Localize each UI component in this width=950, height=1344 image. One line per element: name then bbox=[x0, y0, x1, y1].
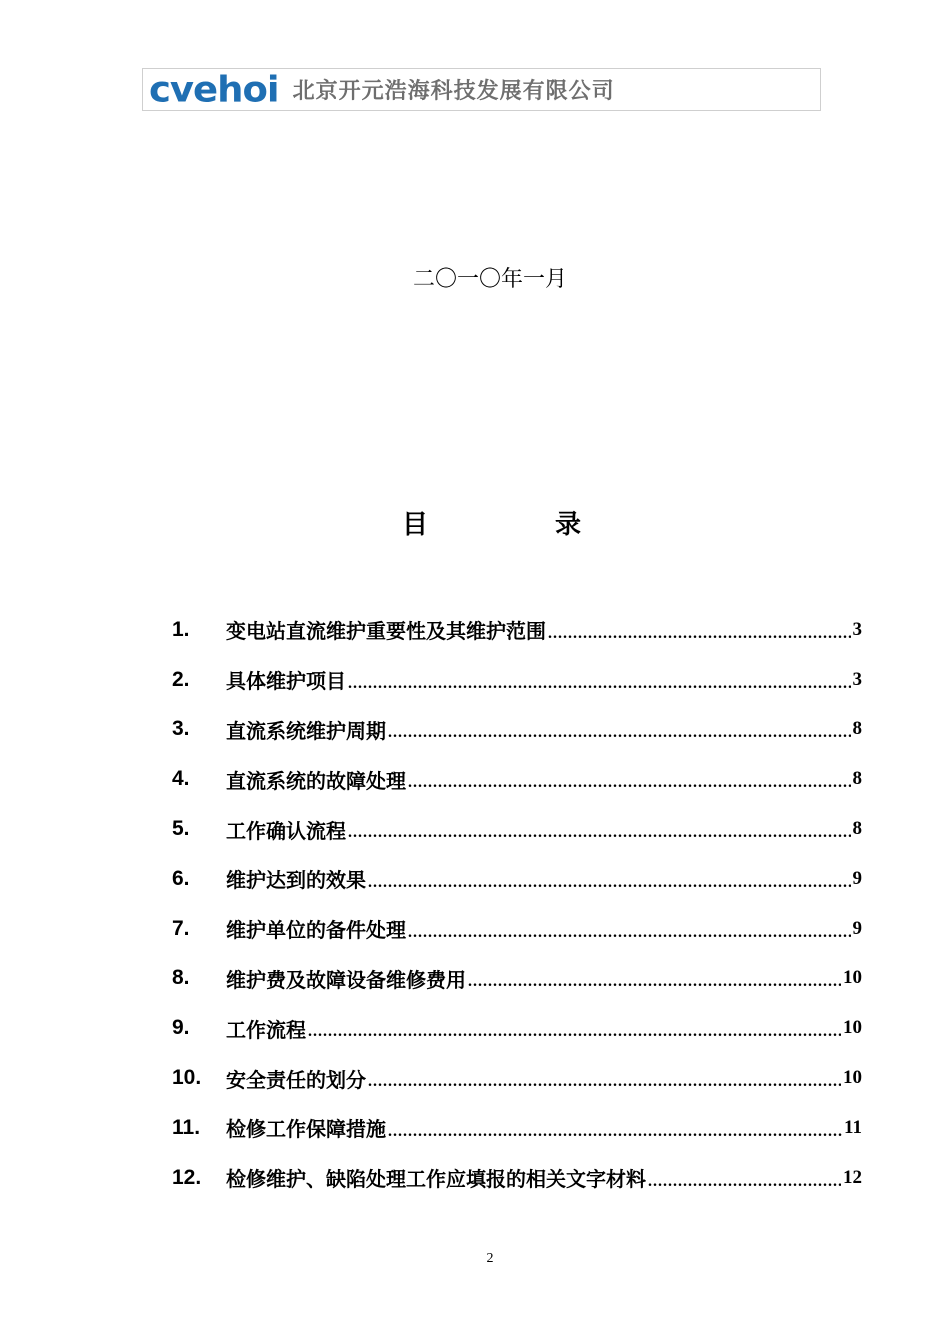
toc-item-page: 3 bbox=[852, 618, 862, 640]
toc-item[interactable] bbox=[172, 904, 862, 954]
toc-item-number: 10. bbox=[172, 1066, 202, 1090]
toc-item-page: 11 bbox=[844, 1116, 862, 1138]
toc-item[interactable] bbox=[172, 854, 862, 904]
toc-item[interactable] bbox=[172, 754, 862, 804]
toc-item-number: 9. bbox=[172, 1016, 190, 1040]
toc-item-title: 直流系统的故障处理 bbox=[226, 768, 406, 793]
toc-item[interactable] bbox=[172, 804, 862, 854]
toc-item-number: 4. bbox=[172, 767, 190, 791]
toc-leader-dots bbox=[368, 1073, 841, 1091]
toc-leader-dots bbox=[408, 924, 851, 942]
toc-item-page: 9 bbox=[852, 917, 862, 939]
toc-item-page: 10 bbox=[843, 1017, 862, 1039]
toc-leader-dots bbox=[648, 1173, 841, 1191]
header-banner bbox=[142, 68, 821, 111]
toc-item[interactable] bbox=[172, 954, 862, 1004]
toc-item[interactable] bbox=[172, 1103, 862, 1153]
toc-item-page: 10 bbox=[843, 1067, 862, 1089]
toc-item-title: 工作确认流程 bbox=[226, 818, 346, 843]
toc-item-number: 7. bbox=[172, 916, 190, 940]
toc-title-left: 目 bbox=[402, 510, 429, 540]
toc-item-number: 5. bbox=[172, 817, 190, 841]
toc-item-number: 11. bbox=[172, 1115, 201, 1139]
toc-item[interactable] bbox=[172, 605, 862, 655]
toc-leader-dots bbox=[368, 874, 851, 892]
toc-leader-dots bbox=[388, 1123, 842, 1141]
toc-item[interactable] bbox=[172, 1153, 862, 1203]
toc-leader-dots bbox=[468, 973, 841, 991]
toc-item[interactable] bbox=[172, 705, 862, 755]
toc-item-number: 3. bbox=[172, 717, 190, 741]
toc-item-title: 检修维护、缺陷处理工作应填报的相关文字材料 bbox=[226, 1167, 646, 1192]
toc-item-title: 具体维护项目 bbox=[226, 669, 346, 694]
toc-item-title: 检修工作保障措施 bbox=[226, 1117, 386, 1142]
toc-leader-dots bbox=[548, 625, 851, 643]
toc-item-title: 维护单位的备件处理 bbox=[226, 918, 406, 943]
toc-leader-dots bbox=[388, 724, 851, 742]
toc-item-page: 12 bbox=[843, 1166, 862, 1188]
toc-item-number: 8. bbox=[172, 966, 190, 990]
toc-item-page: 9 bbox=[852, 867, 862, 889]
toc-item[interactable] bbox=[172, 655, 862, 705]
toc-item-page: 8 bbox=[852, 718, 862, 740]
toc-title-right: 录 bbox=[555, 510, 582, 540]
toc-leader-dots bbox=[348, 824, 851, 842]
toc-item-page: 10 bbox=[843, 967, 862, 989]
toc-item-title: 变电站直流维护重要性及其维护范围 bbox=[226, 619, 546, 644]
toc-item-page: 3 bbox=[852, 668, 862, 690]
toc-item-number: 6. bbox=[172, 866, 190, 890]
toc-item-title: 工作流程 bbox=[226, 1017, 306, 1042]
company-name: 北京开元浩海科技发展有限公司 bbox=[292, 78, 615, 104]
toc-item-page: 8 bbox=[852, 818, 862, 840]
toc-item[interactable] bbox=[172, 1003, 862, 1053]
toc-item-title: 直流系统维护周期 bbox=[226, 718, 386, 743]
toc-item[interactable] bbox=[172, 1053, 862, 1103]
toc-leader-dots bbox=[348, 675, 851, 693]
company-logo: cvehoi bbox=[149, 69, 279, 110]
toc-item-number: 1. bbox=[172, 617, 190, 641]
toc-item-page: 8 bbox=[852, 768, 862, 790]
toc-item-title: 维护费及故障设备维修费用 bbox=[226, 967, 466, 992]
toc-item-title: 安全责任的划分 bbox=[226, 1067, 366, 1092]
toc-leader-dots bbox=[408, 774, 851, 792]
toc-item-title: 维护达到的效果 bbox=[226, 868, 366, 893]
document-date: 二〇一〇年一月 bbox=[412, 267, 567, 292]
toc-leader-dots bbox=[308, 1023, 841, 1041]
toc-item-number: 12. bbox=[172, 1165, 202, 1189]
toc-item-number: 2. bbox=[172, 667, 190, 691]
table-of-contents bbox=[172, 605, 862, 1203]
page-number: 2 bbox=[486, 1251, 494, 1266]
